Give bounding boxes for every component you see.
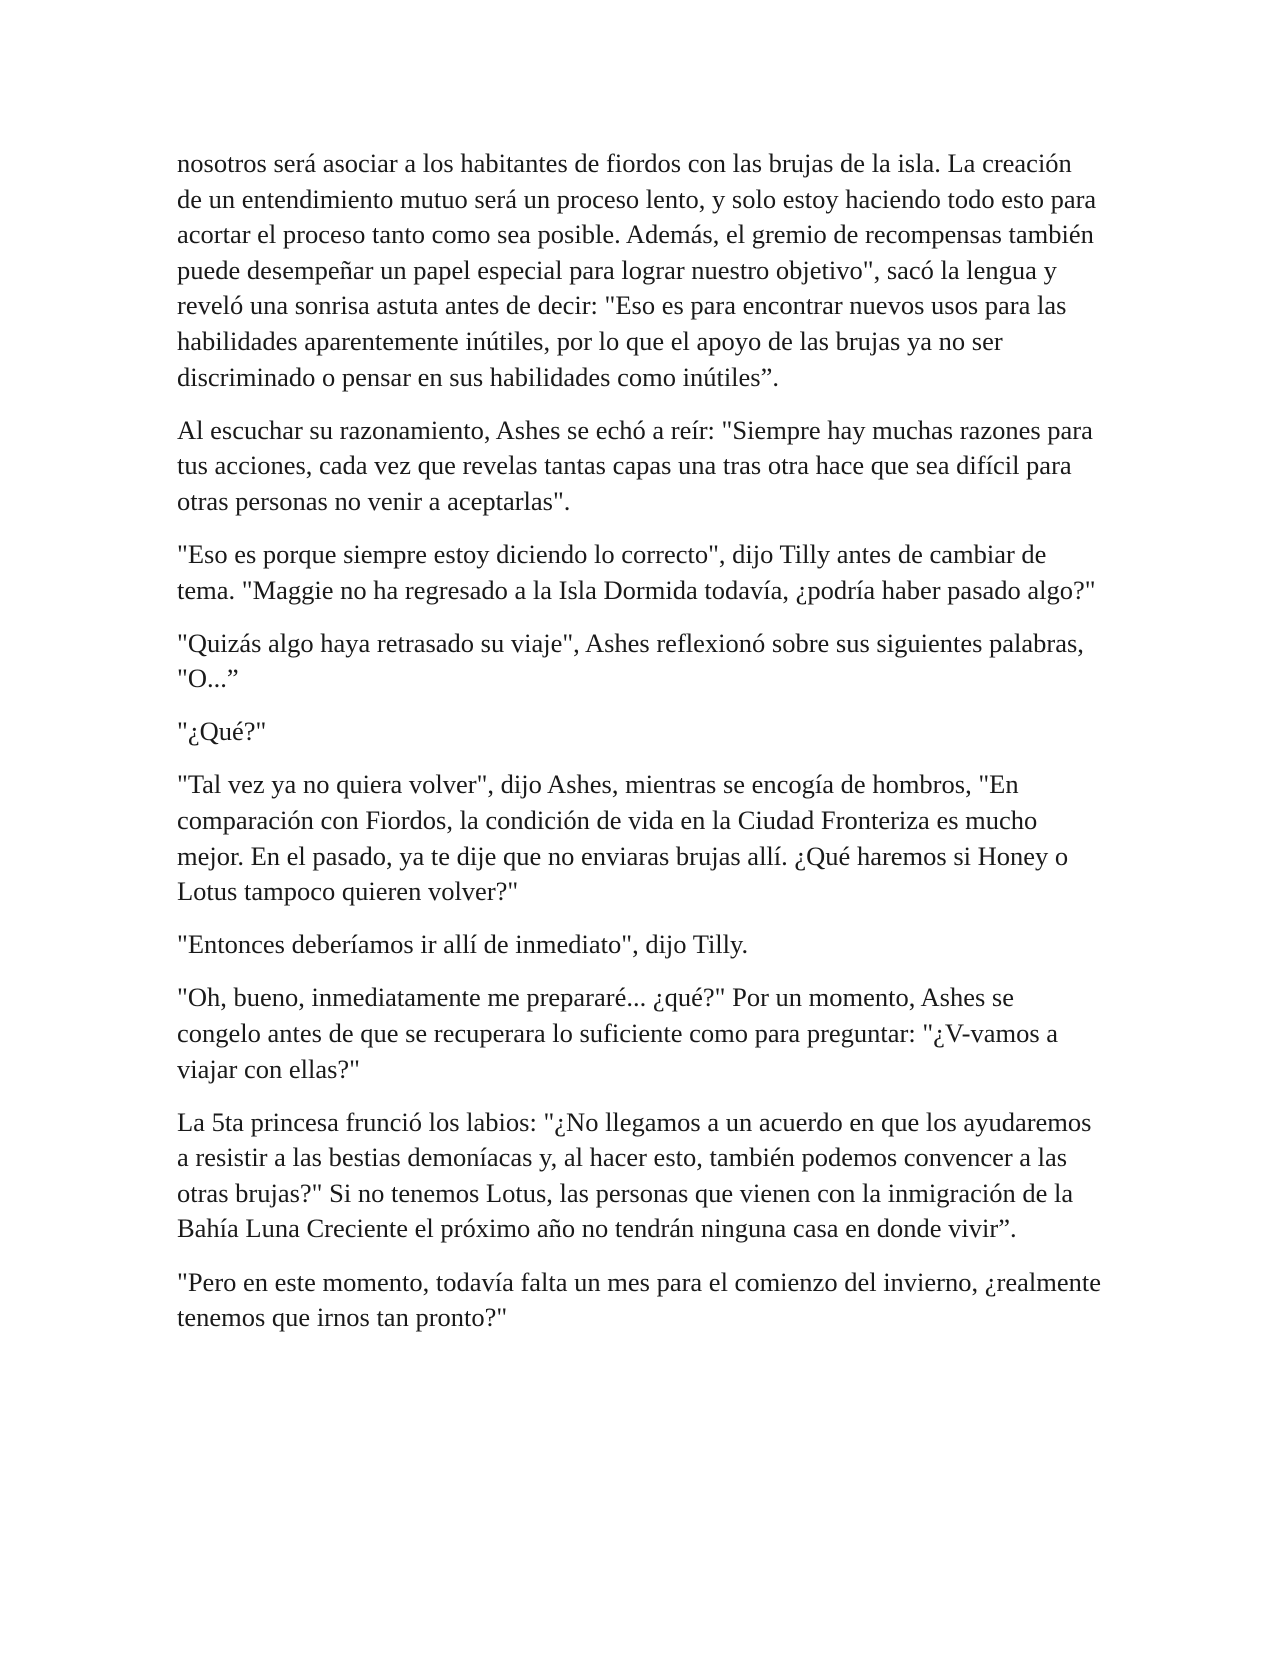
document-body (177, 146, 1102, 1353)
paragraph-2: Al escuchar su razonamiento, Ashes se echó a reír: "Siempre hay muchas razones para tus acciones, cada vez que revelas tantas capas una tras otra hace que sea difícil para otras personas no venir a aceptarlas". (177, 414, 1093, 516)
paragraph-8: "Oh, bueno, inmediatamente me prepararé... ¿qué?" Por un momento, Ashes se congelo antes de que se recuperara lo suficiente como para preguntar: "¿V-vamos a viajar con ellas?" (177, 982, 1059, 1084)
paragraph-9: La 5ta princesa frunció los labios: "¿No llegamos a un acuerdo en que los ayudaremos a resistir a las bestias demoníacas y, al hacer esto, también podemos convencer a las otras brujas?" Si no tenemos Lotus, las personas que vienen con la inmigración de la Bahía Luna Creciente el próximo año no tendrán ninguna casa en donde vivir”. (177, 1106, 1092, 1244)
paragraph-7: "Entonces deberíamos ir allí de inmediato", dijo Tilly. (177, 929, 749, 960)
paragraph-1: nosotros será asociar a los habitantes de fiordos con las brujas de la isla. La creación de un entendimiento mutuo será un proceso lento, y solo estoy haciendo todo esto para acortar el proceso tanto como sea posible. Además, el gremio de recompensas también puede desempeñar un papel especial para lograr nuestro objetivo", sacó la lengua y reveló una sonrisa astuta antes de decir: "Eso es para encontrar nuevos usos para las habilidades aparentemente inútiles, por lo que el apoyo de las brujas ya no ser discriminado o pensar en sus habilidades como inútiles”. (177, 148, 1097, 392)
paragraph-5: "¿Qué?" (177, 716, 267, 747)
paragraph-6: "Tal vez ya no quiera volver", dijo Ashes, mientras se encogía de hombros, "En comparación con Fiordos, la condición de vida en la Ciudad Fronteriza es mucho mejor. En el pasado, ya te dije que no enviaras brujas allí. ¿Qué haremos si Honey o Lotus tampoco quieren volver?" (177, 769, 1069, 907)
paragraph-4: "Quizás algo haya retrasado su viaje", Ashes reflexionó sobre sus siguientes palabras, "O...” (177, 627, 1084, 694)
paragraph-10: "Pero en este momento, todavía falta un mes para el comienzo del invierno, ¿realmente tenemos que irnos tan pronto?" (177, 1266, 1101, 1333)
paragraph-3: "Eso es porque siempre estoy diciendo lo correcto", dijo Tilly antes de cambiar de tema. "Maggie no ha regresado a la Isla Dormida todavía, ¿podría haber pasado algo?" (177, 538, 1096, 605)
